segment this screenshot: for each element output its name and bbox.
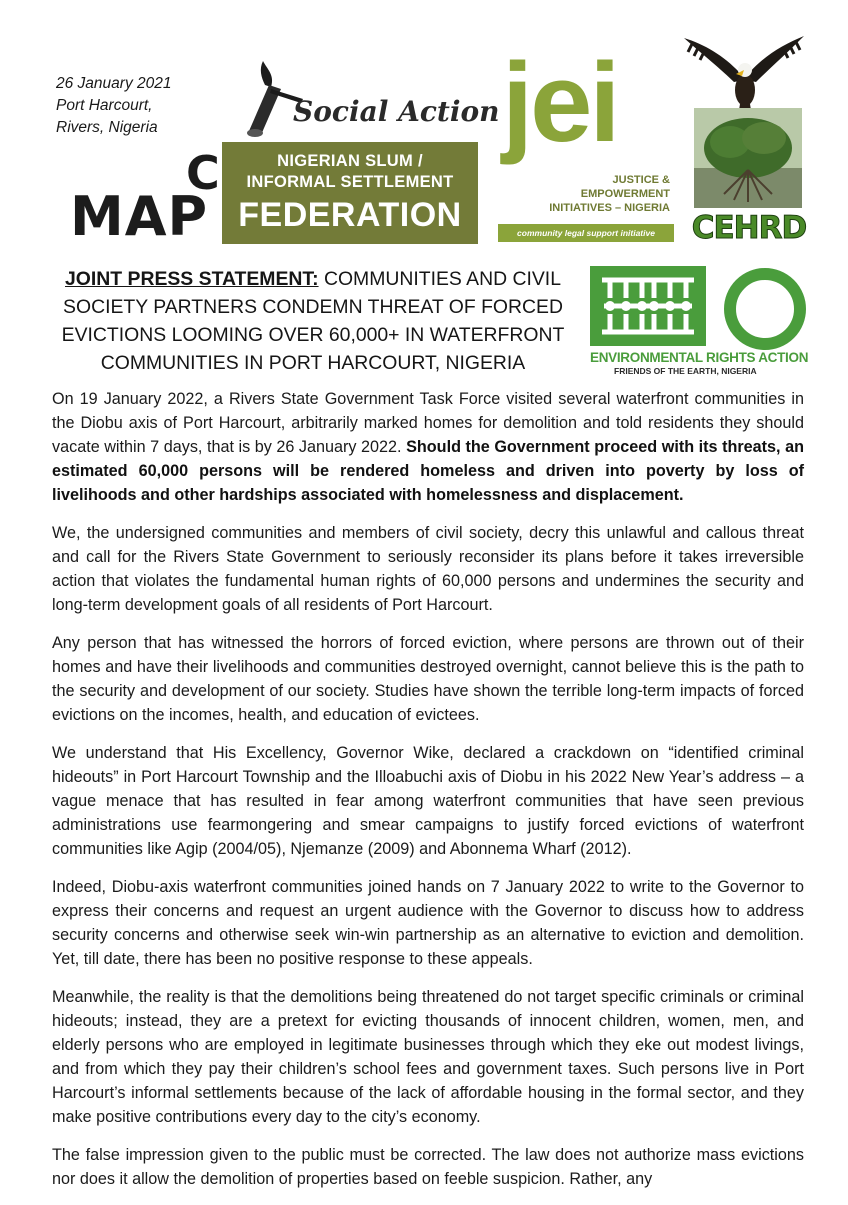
- jei-sub-line-1: JUSTICE &: [612, 174, 670, 186]
- jei-sub-line-3: INITIATIVES – NIGERIA: [549, 202, 670, 214]
- jei-letters: jei: [502, 40, 618, 165]
- map-logo: [70, 146, 220, 248]
- era-ring-icon: [724, 268, 806, 350]
- paragraph-2: We, the undersigned communities and members of civil society, decry this unlawful and callous threat and call for the Rivers State Government to seriously reconsider its plans before it takes irreversible action that violates the fundamental human rights of 60,000 persons and undermines the security and long-term development goals of all residents of Port Harcourt.: [52, 524, 804, 614]
- era-subtitle: FRIENDS OF THE EARTH, NIGERIA: [614, 366, 757, 376]
- paragraph-5: Indeed, Diobu-axis waterfront communities joined hands on 7 January 2022 to write to the Governor to express their concerns and request an urgent audience with the Governor to discuss how to address security concerns and otherwise seek win-win partnership as an alternative to eviction and demolition. Yet, till date, there has been no positive response to these appeals.: [52, 878, 804, 968]
- paragraph-6: Meanwhile, the reality is that the demolitions being threatened do not target specific criminals or criminal hideouts; instead, they are a pretext for evicting thousands of innocent children, women, men, and elderly persons who are employed in legitimate businesses through which they eke out modest livings, and from which they pay their children’s school fees and government taxes. Such persons live in Port Harcourt’s informal settlements because of the lack of affordable housing in the formal sector, and they make positive contributions every day to the city’s economy.: [52, 988, 804, 1126]
- paragraph-3: Any person that has witnessed the horrors of forced eviction, where persons are thrown out of their homes and have their livelihoods and communities destroyed overnight, cannot believe this is the path to the security and development of our society. Studies have shown the terrible long-term impacts of forced evictions on the incomes, health, and education of evictees.: [52, 634, 804, 724]
- paragraph-7: The false impression given to the public must be corrected. The law does not authorize mass evictions nor does it allow the demolition of properties based on feeble suspicion. Rather, any: [52, 1146, 804, 1188]
- federation-logo: [222, 142, 478, 244]
- federation-line-2: INFORMAL SETTLEMENT: [246, 173, 454, 191]
- date-text: 26 January 2021: [56, 75, 172, 92]
- paragraph-4: We understand that His Excellency, Governor Wike, declared a crackdown on “identified criminal hideouts” in Port Harcourt Township and the Illoabuchi axis of Diobu in his 2022 New Year’s address – a vague menace that has resulted in fear among waterfront communities that have seen previous administrations use fearmongering and smear campaigns to justify forced evictions of waterfront communities like Agip (2004/05), Njemanze (2009) and Abonnema Wharf (2012).: [52, 744, 804, 858]
- federation-line-1: NIGERIAN SLUM /: [277, 152, 423, 170]
- era-logo: [590, 266, 810, 386]
- city-text: Port Harcourt,: [56, 97, 153, 114]
- era-name: ENVIRONMENTAL RIGHTS ACTION: [590, 350, 809, 365]
- title-text: COMMUNITIES AND CIVIL SOCIETY PARTNERS CONDEMN THREAT OF FORCED EVICTIONS LOOMING OVER 60,000+ IN WATERFRONT COMMUNITIES IN PORT HARCOURT, NIGERIA: [61, 268, 565, 374]
- map-logo-text: MAP: [70, 185, 209, 248]
- mangrove-photo: [694, 108, 802, 208]
- era-pattern-icon: [590, 266, 706, 346]
- region-text: Rivers, Nigeria: [56, 119, 158, 136]
- jei-subtitle: [524, 173, 670, 215]
- dateline: [56, 73, 171, 139]
- jei-logo: [498, 40, 674, 245]
- federation-line-3: FEDERATION: [238, 196, 462, 234]
- jei-sub-line-2: EMPOWERMENT: [580, 188, 670, 200]
- jei-tagline: community legal support initiative: [498, 224, 674, 242]
- cehrd-logo-text: CEHRD: [691, 210, 807, 246]
- statement-body: [52, 387, 804, 1205]
- paragraph-1-text: On 19 January 2022, a Rivers State Government Task Force visited several waterfront communities in the Diobu axis of Port Harcourt, arbitrarily marked homes for demolition and told residents they should vacate within 7 days, that is by 26 January 2022.: [52, 390, 804, 456]
- paragraph-1: [52, 387, 804, 507]
- era-pattern-box: [590, 266, 706, 346]
- map-logo-c: C: [186, 146, 220, 200]
- press-statement-title: [40, 265, 586, 377]
- social-action-logo: [245, 55, 500, 137]
- title-label: JOINT PRESS STATEMENT:: [65, 268, 319, 290]
- paragraph-1-bold: Should the Government proceed with its threats, an estimated 60,000 persons will be rendered homeless and driven into poverty by loss of livelihoods and other hardships associated with homelessness and displacement.: [52, 438, 804, 504]
- social-action-text: Social Action: [293, 95, 500, 128]
- eagle-icon: [684, 30, 804, 120]
